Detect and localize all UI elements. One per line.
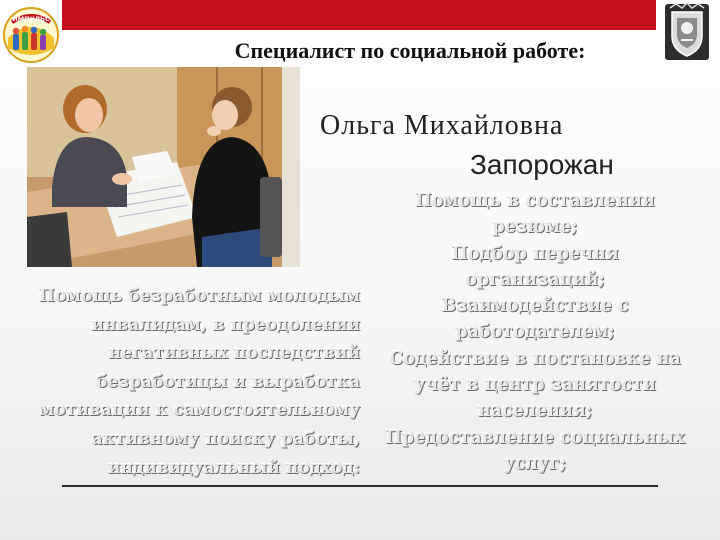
services-line: Подбор перечня — [451, 243, 619, 264]
person-last-name: Запорожан — [470, 149, 614, 180]
services-line: Содействие в постановке на — [389, 348, 681, 369]
description-line: негативных последствий — [108, 343, 360, 364]
services-line: Предоставление социальных — [385, 427, 685, 448]
description-line: мотивации к самостоятельному — [39, 400, 360, 421]
description-line: Помощь безработным молодым — [38, 286, 360, 306]
description-line: инвалидам, в преодолении — [91, 314, 360, 335]
description-line: активному поиску работы, — [91, 428, 360, 449]
description-block — [4, 282, 360, 482]
coat-of-arms-icon — [662, 2, 712, 62]
services-list — [372, 188, 698, 477]
services-line: услуг; — [503, 453, 567, 474]
services-line: учёт в центр занятости — [414, 375, 656, 396]
services-line: Взаимодействие с — [441, 296, 629, 317]
description-line: безработицы и выработка — [95, 371, 360, 392]
top-accent-bar — [62, 0, 656, 30]
services-line: населения; — [477, 401, 593, 422]
services-line: работодателем; — [455, 322, 615, 343]
services-line: организаций; — [465, 269, 605, 290]
office-photo — [27, 67, 300, 267]
services-line: Помощь в составлении — [415, 191, 655, 211]
page-title: Специалист по социальной работе: — [234, 38, 586, 63]
services-line: резюме; — [492, 217, 578, 238]
person-first-name: Ольга Михайловна — [320, 110, 564, 141]
impulse-logo-icon — [2, 4, 60, 64]
description-line: индивидуальный подход: — [107, 457, 360, 478]
logo-left-text: ИМПУЛЬС — [12, 15, 50, 23]
bottom-divider — [62, 485, 658, 487]
